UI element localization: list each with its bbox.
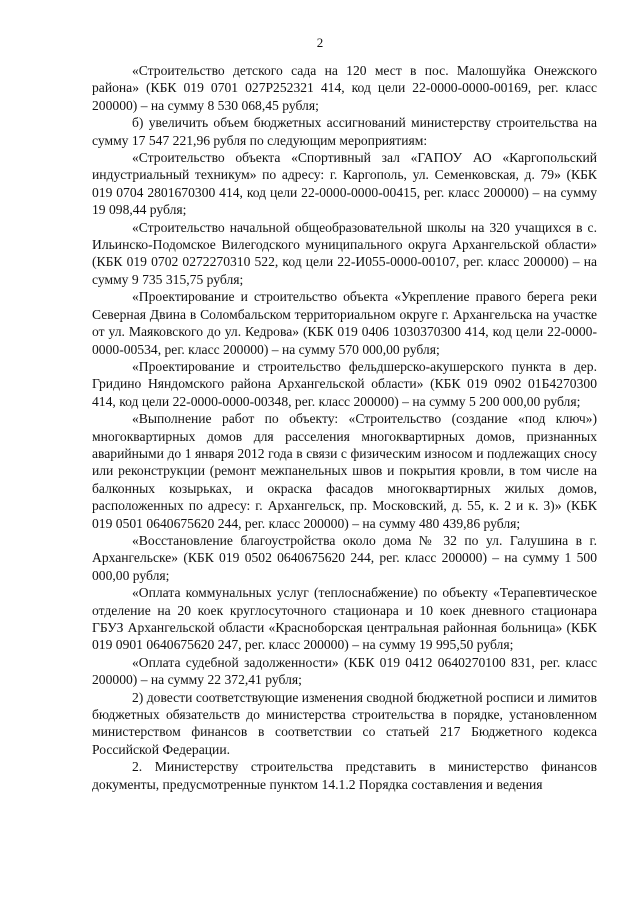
paragraph-increase-allocations: б) увеличить объем бюджетных ассигнований министерству строительства на сумму 17 547 221,96 рубля по следующим мероприятиям: xyxy=(92,115,597,148)
page-number: 2 xyxy=(316,35,324,50)
paragraph-landscaping-galushina: «Восстановление благоустройства около дома № 32 по ул. Галушина в г. Архангельске» (КБК 019 0502 0640675620 244, рег. класс 200000) – на сумму 1 500 000,00 рубля; xyxy=(92,532,597,583)
paragraph-utilities-krasnoborsk: «Оплата коммунальных услуг (теплоснабжение) по объекту «Терапевтическое отделение на 20 коек круглосуточного стационара и 10 коек дневного стационара ГБУЗ Архангельской области «Красноборская центральная районная больница» (КБК 019 0901 0640675620 247, рег. класс 200000) – на сумму 19 995,50 рубля; xyxy=(92,585,597,653)
paragraph-apartment-buildings-works: «Выполнение работ по объекту: «Строительство (создание «под ключ») многоквартирных домов для расселения многоквартирных домов, признанных аварийными до 1 января 2012 года в связи с физическим износом и подлежащих сносу или реконструкции (ремонт межпанельных швов и покрытия кровли, в том числе на балконных козырьках, и окраска фасадов многоквартирных жилых домов, расположенных по адресу: г. Архангельск, пр. Московский, д. 55, к. 2 и к. 3)» (КБК 019 0501 0640675620 244, рег. класс 200000) – на сумму 480 439,86 рубля; xyxy=(92,411,597,531)
paragraph-ministry-documents: 2. Министерству строительства представить в министерство финансов документы, предусмотренные пунктом 14.1.2 Порядка составления и ведения xyxy=(92,759,597,792)
paragraph-kindergarten-maloshuika: «Строительство детского сада на 120 мест в пос. Малошуйка Онежского района» (КБК 019 0701 027Р252321 414, код цели 22-0000-0000-00169, рег. класс 200000) – на сумму 8 530 068,45 рубля; xyxy=(92,63,597,113)
paragraph-sports-hall-kargopol: «Строительство объекта «Спортивный зал «ГАПОУ АО «Каргопольский индустриальный техникум» по адресу: г. Каргополь, ул. Семенковская, д. 79» (КБК 019 0704 2801670300 414, код цели 22-0000-0000-00415, рег. класс 200000) – на сумму 19 098,44 рубля; xyxy=(92,150,597,218)
paragraph-riverbank-solombala: «Проектирование и строительство объекта «Укрепление правого берега реки Северная Двина в Соломбальском территориальном округе г. Архангельска на участке от ул. Маяковского до ул. Кедрова» (КБК 019 0406 1030370300 414, код цели 22-0000-0000-00534, рег. класс 200000) – на сумму 570 000,00 рубля; xyxy=(92,289,597,357)
paragraph-feldsher-point-gridino: «Проектирование и строительство фельдшерско-акушерского пункта в дер. Гридино Няндомского района Архангельской области» (КБК 019 0902 01Б4270300 414, код цели 22-0000-0000-00348, рег. класс 200000) – на сумму 5 200 000,00 рубля; xyxy=(92,358,597,409)
paragraph-budget-changes: 2) довести соответствующие изменения сводной бюджетной росписи и лимитов бюджетных обязательств до министерства строительства в порядке, установленном министерством финансов в соответствии со статьей 217 Бюджетного кодекса Российской Федерации. xyxy=(92,689,597,757)
paragraph-court-debt: «Оплата судебной задолженности» (КБК 019 0412 0640270100 831, рег. класс 200000) – на сумму 22 372,41 рубля; xyxy=(92,654,597,688)
paragraph-school-ilinsko-podomskoe: «Строительство начальной общеобразовательной школы на 320 учащихся в с. Ильинско-Подомское Вилегодского муниципального округа Архангельской области» (КБК 019 0702 0272270310 522, код цели 22-И055-0000-00107, рег. класс 200000) – на сумму 9 735 315,75 рубля; xyxy=(92,219,597,287)
document-body xyxy=(92,62,597,793)
